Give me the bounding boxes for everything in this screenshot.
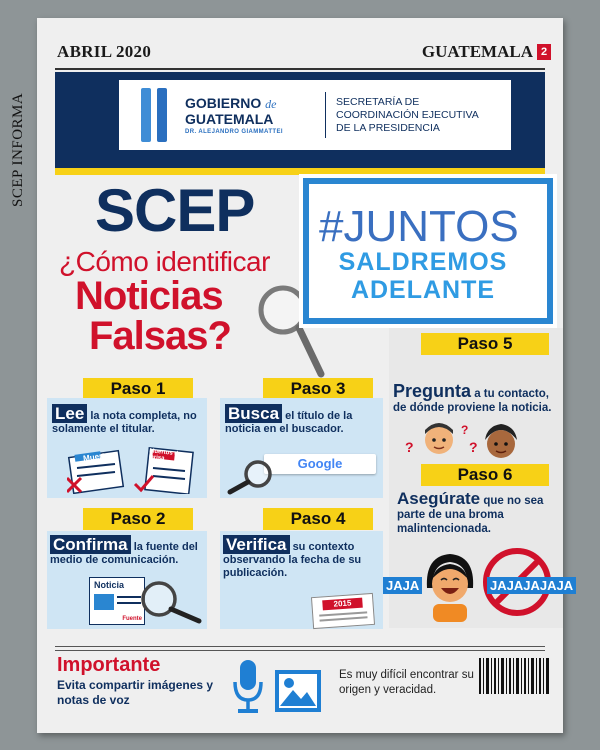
noticia-label: Noticia [94, 580, 125, 590]
gobierno-de: de [265, 96, 277, 111]
step-3-label: Paso 3 [263, 378, 373, 400]
evita-text: Evita compartir imágenes y notas de voz [57, 678, 214, 707]
step-2-lead: Confirma [50, 535, 131, 554]
secretaria-line-3: DE LA PRESIDENCIA [336, 121, 440, 134]
juntos-line-3: ADELANTE [350, 276, 496, 304]
step-1-tag-2: Muertos de larisa [148, 448, 182, 462]
juntos-line-2: SALDREMOS [338, 248, 508, 276]
step-1-tag-1: Muertos [82, 449, 115, 464]
secretaria-line-1: SECRETARÍA DE [336, 95, 420, 108]
question-title: ¿Cómo identificar [59, 246, 270, 277]
step-3-card [220, 398, 383, 498]
step-6-text: que no sea parte de una broma malintencionada. [397, 495, 544, 535]
step-1-label: Paso 1 [83, 378, 193, 400]
newspaper-page [37, 18, 574, 733]
step-1-text: la nota completa, no solamente el titular. [52, 410, 197, 435]
laughing-woman-icon [421, 548, 479, 622]
government-banner [55, 72, 545, 168]
gobierno-country: GUATEMALA [185, 110, 274, 127]
gobierno-president: DR. ALEJANDRO GIAMMATTEI [185, 128, 283, 135]
logo-divider [325, 92, 326, 138]
step-2-text: la fuente del medio de comunicación. [50, 541, 198, 566]
noticia-document-icon [89, 577, 145, 625]
yellow-rule [55, 168, 545, 175]
dated-newspaper-icon [311, 593, 375, 629]
issue-date: ABRIL 2020 [57, 42, 152, 61]
jajajaja-tag: JAJAJAJAJA [487, 577, 576, 594]
step-6-lead: Asegúrate [397, 489, 481, 508]
government-logo-box [119, 80, 511, 150]
side-label: SCEP INFORMA [10, 92, 26, 208]
step-3-lead: Busca [225, 404, 282, 423]
government-logo-icon [137, 88, 179, 142]
step-5-label: Paso 5 [421, 333, 549, 355]
footer-rule [55, 646, 545, 647]
barcode-icon [479, 658, 549, 694]
svg-text:?: ? [469, 439, 478, 455]
image-icon [275, 670, 321, 712]
falsas-title: Falsas? [89, 314, 231, 358]
step-4-label: Paso 4 [263, 508, 373, 530]
step-6-content [397, 489, 557, 536]
header-bar [37, 18, 563, 70]
footer-rule-2 [55, 650, 545, 651]
secretaria-name [336, 96, 496, 135]
country-title: GUATEMALA [421, 42, 533, 61]
noticias-title: Noticias [75, 274, 223, 318]
search-magnifier-icon [226, 458, 276, 496]
scep-title: SCEP [95, 177, 255, 244]
jaja-tag: JAJA [383, 577, 422, 594]
secretaria-line-2: COORDINACIÓN EJECUTIVA [336, 108, 479, 121]
microphone-icon [231, 658, 265, 716]
magnifier-icon [139, 579, 203, 625]
step-3-text: el título de la noticia en el buscador. [225, 410, 353, 435]
importante-heading: Importante [57, 654, 161, 676]
step-1-lead: Lee [52, 404, 87, 423]
step-1-card [47, 398, 207, 498]
people-asking-icon [403, 416, 533, 466]
step-5-text: a tu contacto, de dónde proviene la noticia. [393, 388, 552, 414]
page-number-badge: 2 [537, 44, 551, 60]
juntos-line-1: #JUNTOS [319, 202, 519, 251]
gobierno-label: GOBIERNO [185, 94, 262, 111]
google-search-bar: Google [264, 454, 376, 474]
step-5-content [393, 381, 557, 415]
step-5-lead: Pregunta [393, 381, 472, 401]
fuente-label: Fuente [122, 616, 142, 622]
dificil-text: Es muy difícil encontrar su origen y veracidad. [339, 669, 474, 696]
svg-text:?: ? [461, 423, 469, 437]
step-4-card [220, 531, 383, 629]
step-2-label: Paso 2 [83, 508, 193, 530]
newspaper-year: 2015 [322, 598, 363, 611]
step-4-text: su contexto observando la fecha de su publicación. [223, 541, 362, 579]
header-rule [55, 68, 545, 70]
svg-text:?: ? [405, 439, 414, 455]
step-4-lead: Verifica [223, 535, 290, 554]
government-name [185, 96, 315, 135]
step-6-label: Paso 6 [421, 464, 549, 486]
juntos-saldremos-box [303, 178, 553, 324]
step-2-card [47, 531, 207, 629]
